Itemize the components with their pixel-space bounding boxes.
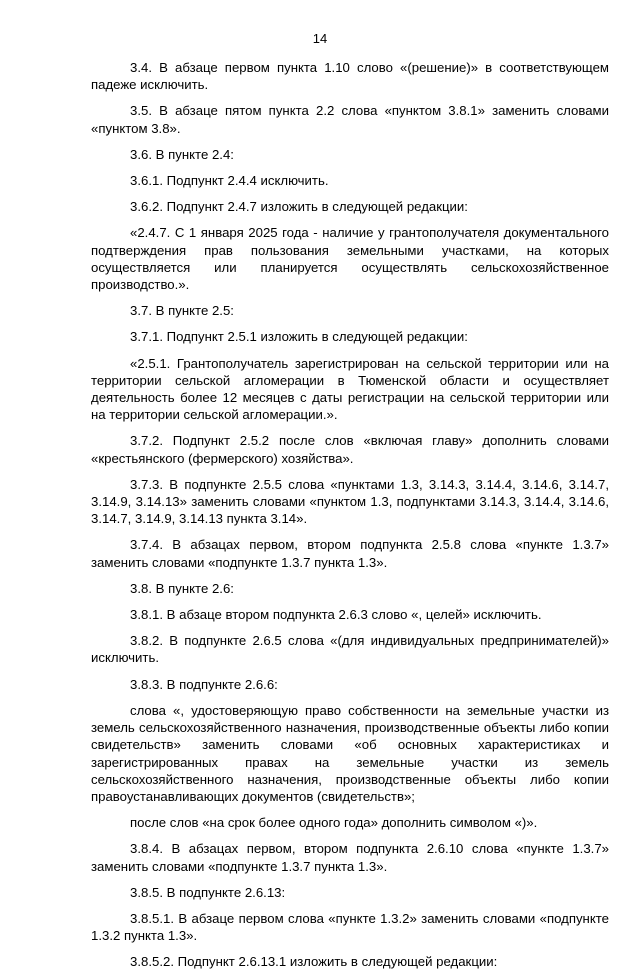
- quoted-paragraph-2-5-1: «2.5.1. Грантополучатель зарегистрирован на сельской территории или на территории сельской агломерации в Тюменской области и осуществляет деятельность более 12 месяцев с даты регистрации на сельской территории или на территории сельской агломерации.».: [91, 355, 609, 423]
- document-body: [91, 59, 609, 980]
- paragraph-3-6-1: 3.6.1. Подпункт 2.4.4 исключить.: [130, 173, 329, 189]
- paragraph-3-7-2: 3.7.2. Подпункт 2.5.2 после слов «включая главу» дополнить словами «крестьянского (фермерского) хозяйства».: [91, 433, 609, 466]
- paragraph-3-7-3: 3.7.3. В подпункте 2.5.5 слова «пунктами 1.3, 3.14.3, 3.14.4, 3.14.6, 3.14.7, 3.14.9, 3.14.13» заменить словами «пунктом 1.3, подпунктами 3.14.3, 3.14.4, 3.14.6, 3.14.7, 3.14.9, 3.14.13 пункта 3.14».: [91, 476, 609, 527]
- paragraph-3-8-3-words: слова «, удостоверяющую право собственности на земельные участки из земель сельскохозяйственного назначения, производственные объекты либо копии свидетельств» заменить словами «об основных характеристиках и зарегистрированных правах на земельные участки из земель сельскохозяйственного назначения, производственные объекты либо копии правоустанавливающих документов (свидетельств»;: [91, 702, 609, 804]
- paragraph-3-7-4: 3.7.4. В абзацах первом, втором подпункта 2.5.8 слова «пункте 1.3.7» заменить словами «подпункте 1.3.7 пункта 1.3».: [91, 537, 609, 570]
- paragraph-3-6-2: 3.6.2. Подпункт 2.4.7 изложить в следующей редакции:: [130, 199, 468, 215]
- paragraph-3-8-4: 3.8.4. В абзацах первом, втором подпункта 2.6.10 слова «пункте 1.3.7» заменить словами «подпункте 1.3.7 пункта 1.3».: [91, 841, 609, 874]
- paragraph-3-5: 3.5. В абзаце пятом пункта 2.2 слова «пунктом 3.8.1» заменить словами «пунктом 3.8».: [91, 103, 609, 136]
- paragraph-3-8-5-1: 3.8.5.1. В абзаце первом слова «пункте 1.3.2» заменить словами «подпункте 1.3.2 пункта 1.3».: [91, 910, 609, 944]
- paragraph-3-8-1: 3.8.1. В абзаце втором подпункта 2.6.3 слово «, целей» исключить.: [130, 607, 542, 623]
- paragraph-3-7: 3.7. В пункте 2.5:: [130, 303, 234, 319]
- quoted-paragraph-2-4-7: «2.4.7. С 1 января 2025 года - наличие у грантополучателя документального подтверждения прав пользования земельными участками, на которых осуществляется или планируется осуществлять сельскохозяйственное производство.».: [91, 225, 609, 293]
- paragraph-3-8-5: 3.8.5. В подпункте 2.6.13:: [130, 884, 286, 900]
- page-number: 14: [312, 31, 328, 46]
- paragraph-3-8-2: 3.8.2. В подпункте 2.6.5 слова «(для индивидуальных предпринимателей)» исключить.: [91, 633, 609, 666]
- paragraph-3-8-5-2: 3.8.5.2. Подпункт 2.6.13.1 изложить в следующей редакции:: [130, 954, 498, 970]
- paragraph-3-7-1: 3.7.1. Подпункт 2.5.1 изложить в следующей редакции:: [130, 329, 468, 345]
- paragraph-3-8-3: 3.8.3. В подпункте 2.6.6:: [130, 676, 278, 692]
- paragraph-3-4: 3.4. В абзаце первом пункта 1.10 слово «(решение)» в соответствующем падеже исключить.: [91, 60, 609, 93]
- paragraph-3-8-3-after-words: после слов «на срок более одного года» дополнить символом «)».: [130, 815, 538, 831]
- paragraph-3-6: 3.6. В пункте 2.4:: [130, 146, 234, 162]
- paragraph-3-8: 3.8. В пункте 2.6:: [130, 580, 234, 596]
